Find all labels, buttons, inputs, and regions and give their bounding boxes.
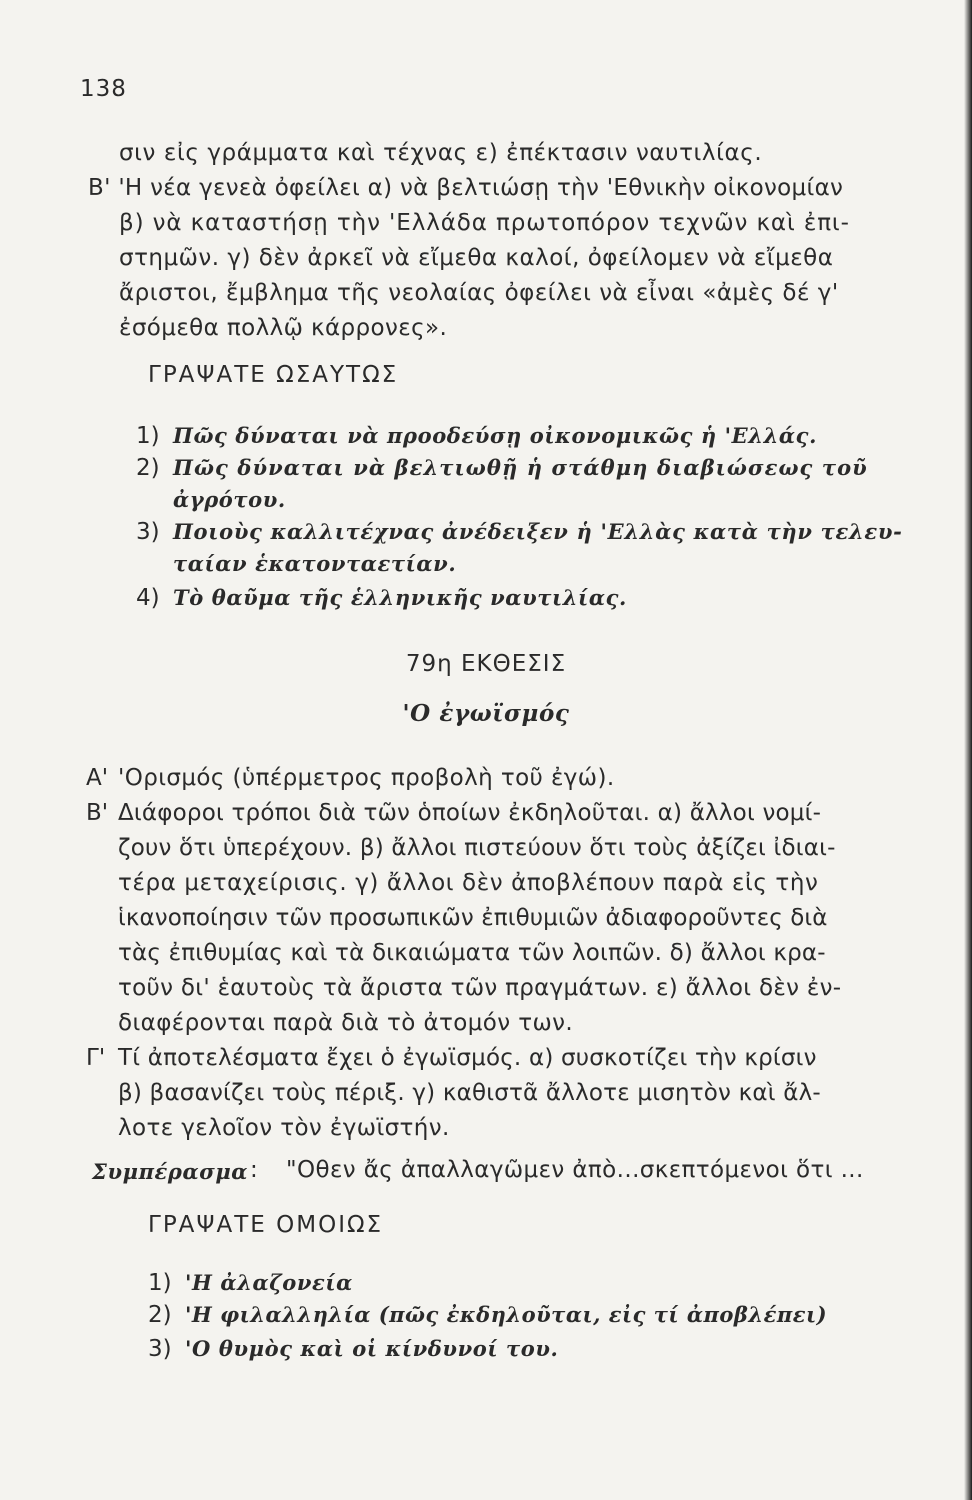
list-number: 2)	[148, 1302, 172, 1328]
list-number: 2)	[136, 455, 160, 481]
outline-label: Γ'	[86, 1045, 106, 1071]
paragraph-line: σιν εἰς γράμματα καὶ τέχνας ε) ἐπέκτασιν ναυτιλίας.	[119, 140, 763, 166]
outline-label: Β'	[86, 800, 109, 826]
list-number: 1)	[136, 423, 160, 449]
list-number: 3)	[136, 519, 160, 545]
essay-subject: 'Ο ἐγωϊσμός	[402, 700, 570, 727]
outline-line: 'Ορισμός (ὑπέρμετρος προβολὴ τοῦ ἐγώ).	[118, 765, 615, 791]
list-item: 'Ο θυμὸς καὶ οἱ κίνδυνοί του.	[185, 1336, 559, 1361]
outline-line: Τί ἀποτελέσματα ἔχει ὁ ἐγωϊσμός. α) συσκοτίζει τὴν κρίσιν	[118, 1045, 817, 1071]
outline-line: τέρα μεταχείρισις. γ) ἄλλοι δὲν ἀποβλέπουν παρὰ εἰς τὴν	[118, 870, 819, 896]
outline-line: τοῦν δι' ἑαυτοὺς τὰ ἄριστα τῶν πραγμάτων. ε) ἄλλοι δὲν ἐν-	[118, 975, 842, 1001]
conclusion-text: "Οθεν ἄς ἀπαλλαγῶμεν ἀπὸ...σκεπτόμενοι ὅτι ...	[286, 1157, 864, 1183]
list-item: Πῶς δύναται νὰ προοδεύσῃ οἰκονομικῶς ἡ 'Ελλάς.	[173, 423, 817, 448]
outline-label: Α'	[86, 765, 109, 791]
conclusion-separator: :	[250, 1157, 259, 1183]
outline-line: β) βασανίζει τοὺς πέριξ. γ) καθιστᾶ ἄλλοτε μισητὸν καὶ ἄλ-	[118, 1080, 821, 1106]
list-item: ἀγρότου.	[173, 487, 286, 512]
conclusion-label: Συμπέρασμα	[92, 1159, 249, 1184]
paragraph-line: ἐσόμεθα πολλῷ κάρρονες».	[119, 315, 448, 341]
list-item: 'Η ἀλαζονεία	[185, 1270, 353, 1295]
list-item: 'Η φιλαλληλία (πῶς ἐκδηλοῦται, εἰς τί ἀποβλέπει)	[185, 1302, 828, 1327]
list-item: Πῶς δύναται νὰ βελτιωθῇ ἡ στάθμη διαβιώσεως τοῦ	[173, 455, 868, 480]
outline-line: τὰς ἐπιθυμίας καὶ τὰ δικαιώματα τῶν λοιπῶν. δ) ἄλλοι κρα-	[118, 940, 826, 966]
list-number: 3)	[148, 1336, 172, 1362]
page-binding-edge	[964, 0, 972, 1500]
list-number: 4)	[136, 585, 160, 611]
outline-line: Διάφοροι τρόποι διὰ τῶν ὁποίων ἐκδηλοῦται. α) ἄλλοι νομί-	[118, 800, 822, 826]
list-item: ταίαν ἑκατονταετίαν.	[173, 551, 457, 576]
list-number: 1)	[148, 1270, 172, 1296]
outline-line: λοτε γελοῖον τὸν ἐγωϊστήν.	[118, 1115, 450, 1141]
outline-line: διαφέρονται παρὰ διὰ τὸ ἀτομόν των.	[118, 1010, 574, 1036]
outline-line: ἱκανοποίησιν τῶν προσωπικῶν ἐπιθυμιῶν ἀδιαφοροῦντες διὰ	[118, 905, 828, 931]
outline-line: ζουν ὅτι ὑπερέχουν. β) ἄλλοι πιστεύουν ὅτι τοὺς ἀξίζει ἰδιαι-	[118, 835, 836, 861]
list-item: Τὸ θαῦμα τῆς ἑλληνικῆς ναυτιλίας.	[173, 585, 627, 610]
section-heading: ΓΡΑΨΑΤΕ ΟΜΟΙΩΣ	[148, 1212, 384, 1238]
essay-number-title: 79η ΕΚΘΕΣΙΣ	[405, 651, 567, 677]
paragraph-line: β) νὰ καταστήσῃ τὴν 'Ελλάδα πρωτοπόρον τεχνῶν καὶ ἐπι-	[119, 210, 850, 236]
page-number: 138	[80, 76, 127, 102]
section-heading: ΓΡΑΨΑΤΕ ΩΣΑΥΤΩΣ	[148, 362, 399, 388]
paragraph-line: ἄριστοι, ἔμβλημα τῆς νεολαίας ὀφείλει νὰ εἶναι «ἀμὲς δέ γ'	[119, 280, 839, 306]
paragraph-line: στημῶν. γ) δὲν ἀρκεῖ νὰ εἴμεθα καλοί, ὀφείλομεν νὰ εἴμεθα	[119, 245, 834, 271]
paragraph-line: Β' 'Η νέα γενεὰ ὀφείλει α) νὰ βελτιώσῃ τὴν 'Εθνικὴν οἰκονομίαν	[88, 175, 844, 201]
list-item: Ποιοὺς καλλιτέχνας ἀνέδειξεν ἡ 'Ελλὰς κατὰ τὴν τελευ-	[173, 519, 903, 544]
